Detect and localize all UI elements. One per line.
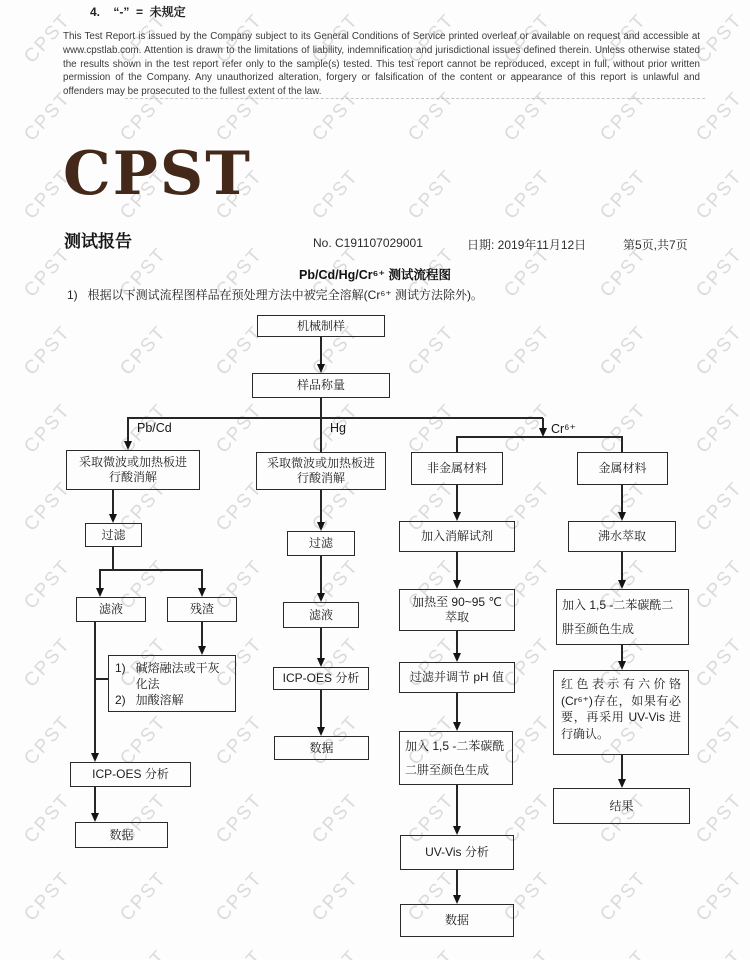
node-uvvis-analysis: UV-Vis 分析 xyxy=(400,835,514,870)
alkali-item-1-number: 1) xyxy=(115,660,126,675)
node-metal-material: 金属材料 xyxy=(577,452,668,485)
node-data-cr: 数据 xyxy=(400,904,514,937)
connector-line xyxy=(112,547,114,570)
node-boiling-water-extraction: 沸水萃取 xyxy=(568,521,676,552)
connector-line xyxy=(456,631,458,653)
node-filter-adjust-ph: 过滤并调节 pH 值 xyxy=(399,662,515,693)
node-filtrate-hg: 滤液 xyxy=(283,602,359,628)
node-acid-digestion-hg: 采取微波或加热板进行酸消解 xyxy=(256,452,386,490)
branch-label-pbcd: Pb/Cd xyxy=(137,421,172,435)
flowchart-note-1: 1) 根据以下测试流程图样品在预处理方法中被完全溶解(Cr⁶⁺ 测试方法除外)。 xyxy=(67,288,483,302)
node-data-pbcd: 数据 xyxy=(75,822,168,848)
merge-stub xyxy=(94,678,109,680)
arrow-down-icon xyxy=(91,753,99,762)
legend-note-4: 4. “-” = 未规定 xyxy=(90,5,186,19)
page-number-info: 第5页,共7页 xyxy=(623,238,688,252)
arrow-down-icon xyxy=(453,895,461,904)
connector-line xyxy=(456,693,458,722)
node-sample-weighing: 样品称量 xyxy=(252,373,390,398)
connector-line xyxy=(127,418,129,441)
node-dpc-color-nonmetal: 加入 1,5 -二苯碳酰二肼至颜色生成 xyxy=(399,731,513,785)
arrow-down-icon xyxy=(317,593,325,602)
node-dpc-color-metal: 加入 1,5 -二苯碳酰二肼至颜色生成 xyxy=(556,589,689,645)
connector-line xyxy=(320,628,322,658)
alkali-item-2 xyxy=(115,692,222,708)
alkali-item-1 xyxy=(115,660,222,692)
node-filtrate-pbcd: 滤液 xyxy=(76,597,146,622)
connector-line xyxy=(94,787,96,813)
arrow-down-icon xyxy=(618,661,626,670)
arrow-down-icon xyxy=(618,580,626,589)
node-filter-pbcd: 过滤 xyxy=(85,523,142,547)
connector-line xyxy=(112,490,114,514)
node-residue: 残渣 xyxy=(167,597,237,622)
connector-line xyxy=(456,485,458,512)
arrow-down-icon xyxy=(539,428,547,437)
connector-line xyxy=(94,622,96,753)
node-icp-oes-pbcd: ICP-OES 分析 xyxy=(70,762,191,787)
connector-line xyxy=(621,755,623,779)
connector-line xyxy=(621,645,623,661)
arrow-down-icon xyxy=(317,727,325,736)
connector-line xyxy=(456,785,458,826)
report-date: 日期: 2019年11月12日 xyxy=(467,238,587,252)
node-acid-digestion-pbcd: 采取微波或加热板进行酸消解 xyxy=(66,450,200,490)
filter-split-bar xyxy=(99,569,203,571)
report-title: 测试报告 xyxy=(64,232,132,251)
legal-disclaimer: This Test Report is issued by the Company subject to its General Conditions of Service printed overleaf or available on request and accessible at www.cpstlab.com. Attention is drawn to the limitations of liability, indemnification and jurisdictional issues defined therein. Unless otherwise stated the results shown in the test report refer only to the sample(s) tested. This test report cannot be reproduced, except in full, without prior written permission of the Company. Any unauthorized alteration, forgery or falsification of the content or appearance of this report is unlawful and offenders may be prosecuted to the fullest extent of the law. xyxy=(63,31,700,98)
branch-bar xyxy=(127,417,543,419)
arrow-down-icon xyxy=(317,658,325,667)
node-mechanical-sampling: 机械制样 xyxy=(257,315,385,337)
connector-line xyxy=(621,437,623,452)
connector-line xyxy=(621,552,623,580)
arrow-down-icon xyxy=(96,588,104,597)
connector-line xyxy=(456,437,458,452)
connector-line xyxy=(456,552,458,580)
report-number: No. C191107029001 xyxy=(313,236,423,250)
arrow-down-icon xyxy=(453,722,461,731)
arrow-down-icon xyxy=(317,364,325,373)
connector-line xyxy=(320,490,322,522)
arrow-down-icon xyxy=(91,813,99,822)
connector-line xyxy=(320,418,322,452)
connector-line xyxy=(456,870,458,895)
arrow-down-icon xyxy=(618,512,626,521)
arrow-down-icon xyxy=(317,522,325,531)
node-add-digestion-reagent: 加入消解试剂 xyxy=(399,521,515,552)
arrow-down-icon xyxy=(124,441,132,450)
node-data-hg: 数据 xyxy=(274,736,369,760)
alkali-item-2-text: 加酸溶解 xyxy=(135,692,184,707)
connector-line xyxy=(99,570,101,588)
arrow-down-icon xyxy=(618,779,626,788)
alkali-item-1-text: 碱熔融法或干灰化法 xyxy=(135,660,220,691)
cpst-logo: CPST xyxy=(63,139,252,209)
connector-line xyxy=(320,398,322,418)
arrow-down-icon xyxy=(453,826,461,835)
node-filter-hg: 过滤 xyxy=(287,531,355,556)
arrow-down-icon xyxy=(453,653,461,662)
connector-line xyxy=(320,690,322,727)
connector-line xyxy=(320,336,322,364)
node-icp-oes-hg: ICP-OES 分析 xyxy=(273,667,369,690)
node-nonmetal-material: 非金属材料 xyxy=(411,452,503,485)
arrow-down-icon xyxy=(198,588,206,597)
branch-label-cr6: Cr⁶⁺ xyxy=(551,422,576,436)
connector-line xyxy=(201,622,203,646)
arrow-down-icon xyxy=(453,580,461,589)
divider-dashed-rule xyxy=(125,98,705,99)
connector-line xyxy=(201,570,203,588)
connector-line xyxy=(320,556,322,593)
node-alkali-fusion-list xyxy=(108,655,236,712)
arrow-down-icon xyxy=(198,646,206,655)
branch-label-hg: Hg xyxy=(330,421,346,435)
arrow-down-icon xyxy=(109,514,117,523)
connector-line xyxy=(542,418,544,428)
node-result: 结果 xyxy=(553,788,690,824)
arrow-down-icon xyxy=(453,512,461,521)
flowchart-title: Pb/Cd/Hg/Cr⁶⁺ 测试流程图 xyxy=(299,268,451,282)
connector-line xyxy=(621,485,623,512)
alkali-item-2-number: 2) xyxy=(115,692,126,707)
node-heat-90-95-extraction: 加热至 90~95 ℃ 萃取 xyxy=(399,589,515,631)
node-red-color-note: 红色表示有六价铬(Cr⁶⁺)存在，如果有必要，再采用 UV-Vis 进行确认。 xyxy=(553,670,689,755)
